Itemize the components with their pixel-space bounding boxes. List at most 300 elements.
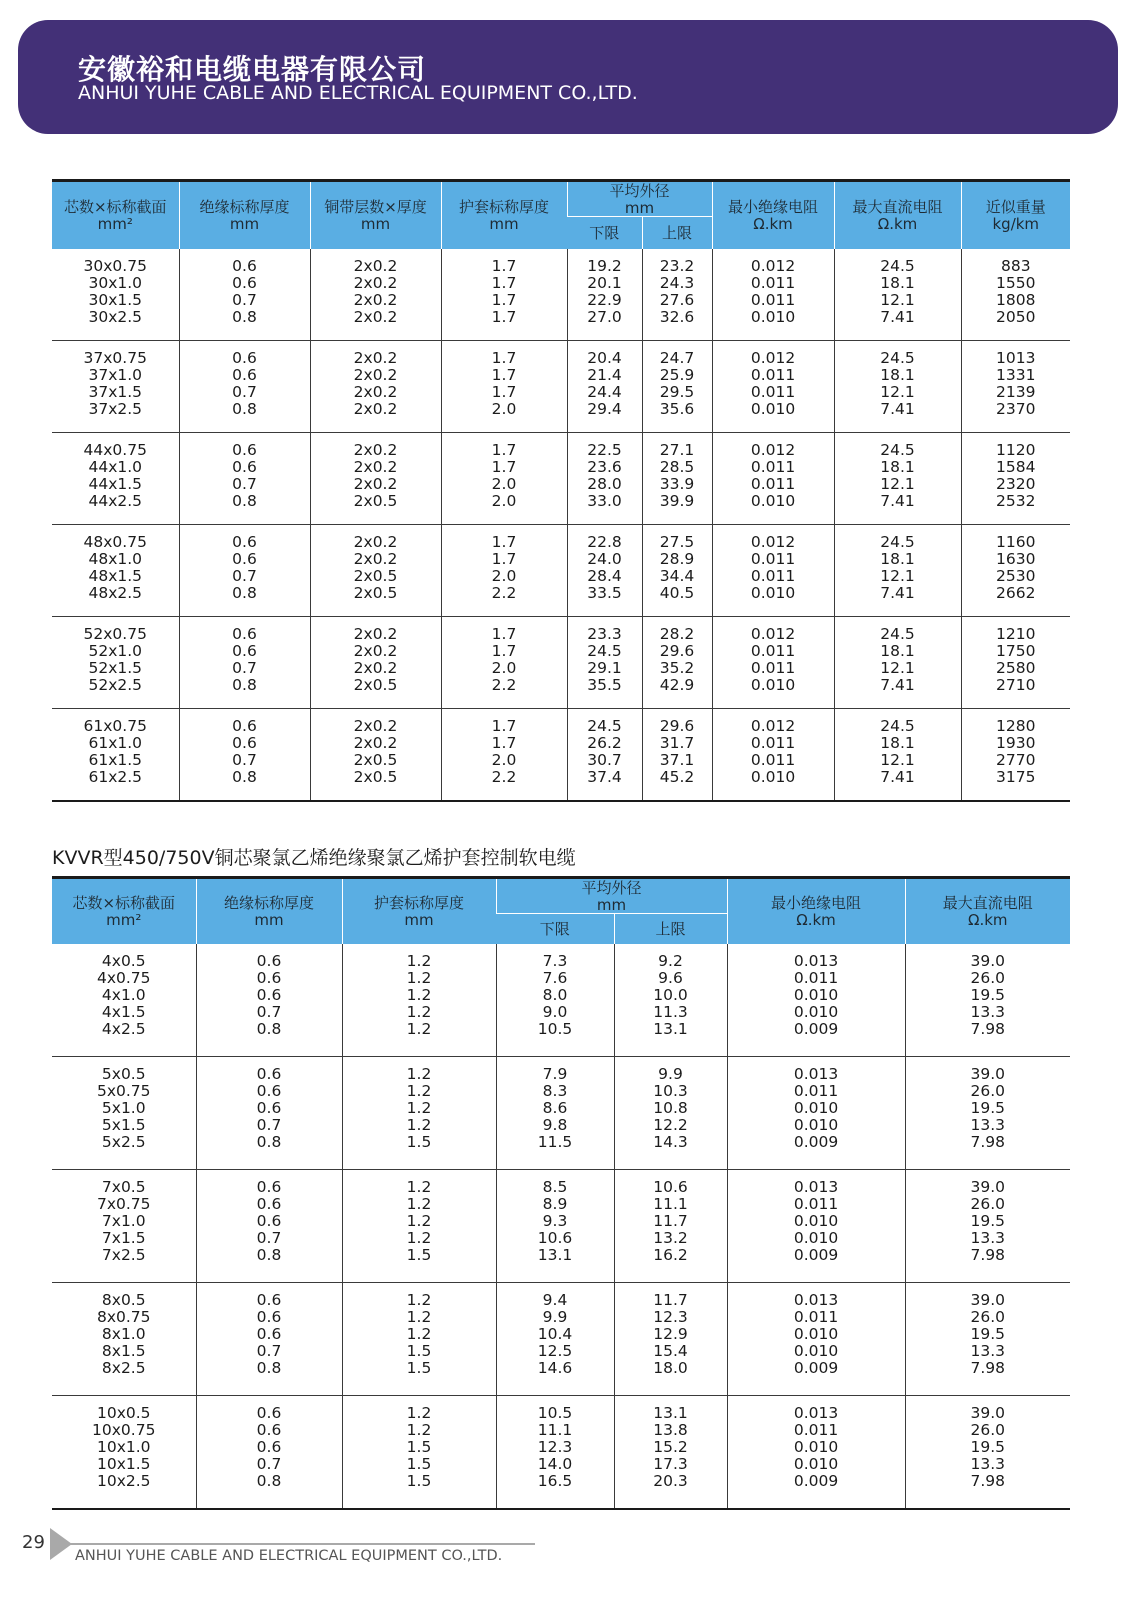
- table-cell: [310, 525, 441, 617]
- cell-value: 0.010: [750, 676, 796, 694]
- cell-value: 26.0: [970, 968, 1006, 987]
- header-upper-limit: 上限: [614, 914, 727, 944]
- cell-value: 1550: [996, 273, 1036, 292]
- cell-value: 30x0.75: [83, 256, 147, 275]
- cell-value: 0.6: [256, 951, 282, 970]
- cell-value: 31.7: [659, 734, 695, 752]
- cell-value: 7.98: [970, 1133, 1006, 1151]
- footer-arrow-icon: [50, 1528, 72, 1560]
- cell-value: 19.2: [587, 256, 622, 275]
- cell-value: 52x1.0: [88, 642, 143, 660]
- cell-value: 5x2.5: [101, 1133, 146, 1151]
- cell-value: 10.0: [653, 985, 688, 1004]
- header-upper-limit: 上限: [642, 217, 712, 249]
- cell-value: 44x1.0: [88, 458, 143, 476]
- table-cell: [727, 1057, 905, 1170]
- cell-value: 37x1.0: [88, 366, 143, 384]
- cell-value: 30.7: [587, 751, 622, 769]
- cell-value: 0.8: [256, 1133, 282, 1151]
- header-cores-section: 芯数×标称截面 mm²: [52, 181, 179, 249]
- cell-value: 0.011: [750, 273, 796, 292]
- cell-value: 32.6: [659, 307, 695, 326]
- cell-value: 8.0: [542, 985, 568, 1004]
- cell-value: 24.5: [587, 642, 622, 660]
- cell-value: 45.2: [659, 768, 695, 786]
- cell-value: 2x0.2: [353, 717, 398, 735]
- cell-value: 24.7: [659, 349, 695, 367]
- cell-value: 0.011: [750, 458, 796, 476]
- cell-value: 20.3: [653, 1472, 688, 1490]
- cell-value: 0.012: [750, 533, 796, 551]
- cell-value: 1.7: [491, 256, 517, 275]
- cell-value: 1013: [996, 349, 1036, 367]
- cell-value: 14.0: [537, 1455, 573, 1473]
- cell-value: 3175: [996, 768, 1036, 786]
- cell-value: 18.1: [880, 642, 915, 660]
- table-cell: [642, 341, 712, 433]
- cell-value: 0.011: [750, 550, 796, 568]
- cell-value: 33.5: [587, 584, 622, 602]
- cell-value: 61x0.75: [83, 717, 147, 735]
- table-cell: [52, 433, 179, 525]
- cell-value: 27.0: [587, 307, 622, 326]
- cell-value: 44x2.5: [88, 492, 143, 510]
- cell-value: 52x2.5: [88, 676, 143, 694]
- cell-value: 1.7: [491, 307, 517, 326]
- cell-value: 7x1.0: [101, 1212, 146, 1230]
- cell-value: 1.5: [406, 1455, 432, 1473]
- cell-value: 10.6: [653, 1178, 688, 1196]
- table-cell: [834, 525, 961, 617]
- table-cell: [342, 1170, 496, 1283]
- table-cell: [52, 249, 179, 341]
- cell-value: 26.0: [970, 1195, 1006, 1213]
- cell-value: 0.7: [232, 290, 257, 309]
- table-cell: [712, 525, 834, 617]
- cell-value: 4x0.75: [96, 968, 151, 987]
- cell-value: 19.5: [970, 1099, 1006, 1117]
- cell-value: 0.010: [793, 1229, 839, 1247]
- cell-value: 5x0.75: [96, 1082, 151, 1100]
- cell-value: 13.3: [970, 1002, 1006, 1021]
- cell-value: 7.41: [880, 768, 915, 786]
- header-lower-limit: 下限: [496, 914, 614, 944]
- table-cell: [642, 525, 712, 617]
- cell-value: 0.011: [750, 366, 796, 384]
- table-cell: [196, 1170, 342, 1283]
- table-cell: [310, 617, 441, 709]
- table-cell: [614, 1057, 727, 1170]
- cell-value: 9.3: [542, 1212, 568, 1230]
- cell-value: 7.41: [880, 584, 915, 602]
- cell-value: 1584: [996, 458, 1036, 476]
- table-cell: [961, 709, 1070, 801]
- table-cell: [342, 1057, 496, 1170]
- cell-value: 8x1.0: [101, 1325, 146, 1343]
- cell-value: 13.3: [970, 1116, 1006, 1134]
- cell-value: 0.6: [232, 550, 257, 568]
- cell-value: 10x0.75: [92, 1421, 156, 1439]
- table-cell: [196, 1057, 342, 1170]
- cell-value: 0.6: [256, 1082, 282, 1100]
- cell-value: 7.41: [880, 492, 915, 510]
- cell-value: 2.0: [491, 751, 517, 769]
- cell-value: 1.2: [406, 1421, 432, 1439]
- cell-value: 23.2: [659, 256, 695, 275]
- cell-value: 22.5: [587, 441, 622, 459]
- cell-value: 0.010: [793, 985, 839, 1004]
- cell-value: 5x1.0: [101, 1099, 146, 1117]
- table-cell: [342, 944, 496, 1057]
- cell-value: 0.011: [793, 1195, 839, 1213]
- cell-value: 0.012: [750, 256, 796, 275]
- cell-value: 9.8: [542, 1116, 568, 1134]
- cell-value: 0.7: [256, 1342, 282, 1360]
- cell-value: 1808: [996, 290, 1036, 309]
- cell-value: 2320: [996, 475, 1036, 493]
- cell-value: 1.7: [491, 642, 517, 660]
- table-cell: [179, 525, 310, 617]
- cell-value: 39.0: [970, 1291, 1006, 1309]
- table-cell: [961, 433, 1070, 525]
- cell-value: 1.7: [491, 349, 517, 367]
- table-cell: [179, 617, 310, 709]
- cell-value: 0.011: [750, 751, 796, 769]
- cell-value: 0.7: [232, 751, 257, 769]
- company-name-en: ANHUI YUHE CABLE AND ELECTRICAL EQUIPMENT CO.,LTD.: [78, 82, 638, 104]
- cell-value: 2x0.2: [353, 383, 398, 401]
- cell-value: 0.010: [750, 768, 796, 786]
- cell-value: 40.5: [659, 584, 695, 602]
- cell-value: 0.7: [256, 1002, 282, 1021]
- cell-value: 2370: [996, 400, 1036, 418]
- cell-value: 10.5: [537, 1404, 573, 1422]
- cell-value: 2x0.2: [353, 349, 398, 367]
- cell-value: 0.012: [750, 441, 796, 459]
- cell-value: 0.6: [232, 625, 257, 643]
- table-cell: [496, 944, 614, 1057]
- cell-value: 26.2: [587, 734, 622, 752]
- cell-value: 1.7: [491, 717, 517, 735]
- cell-value: 48x2.5: [88, 584, 143, 602]
- cell-value: 2710: [996, 676, 1036, 694]
- cell-value: 1.2: [406, 1229, 432, 1247]
- cell-value: 7.41: [880, 307, 915, 326]
- cell-value: 0.6: [256, 1291, 282, 1309]
- cell-value: 0.6: [256, 968, 282, 987]
- table-cell: [52, 525, 179, 617]
- table-cell: [961, 617, 1070, 709]
- cell-value: 0.8: [256, 1246, 282, 1264]
- table-cell: [496, 1396, 614, 1509]
- header-approx-weight: 近似重量 kg/km: [961, 181, 1070, 249]
- cell-value: 30x1.0: [88, 273, 143, 292]
- cell-value: 10.8: [653, 1099, 688, 1117]
- cell-value: 2x0.2: [353, 441, 398, 459]
- cell-value: 1.7: [491, 625, 517, 643]
- cell-value: 0.010: [793, 1342, 839, 1360]
- cell-value: 12.3: [537, 1438, 573, 1456]
- cell-value: 18.0: [653, 1359, 688, 1377]
- table-cell: [441, 249, 567, 341]
- cell-value: 0.7: [232, 659, 257, 677]
- cell-value: 26.0: [970, 1308, 1006, 1326]
- cell-value: 0.010: [750, 400, 796, 418]
- cell-value: 2139: [996, 383, 1036, 401]
- cell-value: 23.6: [587, 458, 622, 476]
- cell-value: 24.5: [880, 349, 915, 367]
- cell-value: 1.5: [406, 1359, 432, 1377]
- cell-value: 0.009: [793, 1133, 839, 1151]
- cell-value: 1.7: [491, 290, 517, 309]
- cell-value: 1.7: [491, 366, 517, 384]
- cell-value: 0.6: [256, 1099, 282, 1117]
- cell-value: 0.8: [232, 676, 257, 694]
- cell-value: 10x0.5: [96, 1404, 151, 1422]
- cell-value: 4x1.0: [101, 985, 146, 1004]
- table-row: [52, 249, 1070, 341]
- cell-value: 2x0.5: [353, 768, 398, 786]
- cell-value: 12.3: [653, 1308, 688, 1326]
- cell-value: 8x2.5: [101, 1359, 146, 1377]
- cell-value: 30x2.5: [88, 307, 143, 326]
- cell-value: 5x0.5: [101, 1065, 146, 1083]
- cell-value: 9.4: [542, 1291, 568, 1309]
- cell-value: 0.6: [256, 1065, 282, 1083]
- table-cell: [727, 1170, 905, 1283]
- cell-value: 5x1.5: [101, 1116, 146, 1134]
- header-min-insulation-resistance: 最小绝缘电阻 Ω.km: [712, 181, 834, 249]
- table-cell: [52, 944, 196, 1057]
- cell-value: 11.3: [653, 1002, 688, 1021]
- cell-value: 0.010: [793, 1116, 839, 1134]
- cell-value: 2.0: [491, 659, 517, 677]
- cell-value: 2x0.2: [353, 400, 398, 418]
- cell-value: 0.011: [793, 968, 839, 987]
- table-row: [52, 341, 1070, 433]
- footer-divider: [70, 1543, 535, 1545]
- cell-value: 8.9: [542, 1195, 568, 1213]
- cell-value: 2.0: [491, 475, 517, 493]
- cell-value: 24.5: [880, 533, 915, 551]
- cell-value: 13.1: [653, 1404, 688, 1422]
- cell-value: 13.1: [537, 1246, 573, 1264]
- page-header-banner: [18, 20, 1118, 134]
- table-cell: [52, 709, 179, 801]
- cell-value: 1.7: [491, 734, 517, 752]
- table-cell: [567, 617, 642, 709]
- table-cell: [905, 1396, 1070, 1509]
- cell-value: 26.0: [970, 1421, 1006, 1439]
- table-cell: [961, 525, 1070, 617]
- cell-value: 12.1: [880, 383, 915, 401]
- cell-value: 2.0: [491, 400, 517, 418]
- cell-value: 28.9: [659, 550, 695, 568]
- cell-value: 1.2: [406, 1116, 432, 1134]
- cell-value: 4x2.5: [101, 1019, 146, 1038]
- cell-value: 11.7: [653, 1212, 688, 1230]
- cell-value: 0.010: [793, 1002, 839, 1021]
- table-cell: [961, 249, 1070, 341]
- cell-value: 2x0.5: [353, 751, 398, 769]
- header-average-diameter: 平均外径 mm: [567, 181, 712, 217]
- cell-value: 39.0: [970, 1065, 1006, 1083]
- cell-value: 0.011: [793, 1308, 839, 1326]
- cell-value: 2x0.2: [353, 625, 398, 643]
- cell-value: 2x0.5: [353, 567, 398, 585]
- cell-value: 15.4: [653, 1342, 688, 1360]
- table-cell: [179, 341, 310, 433]
- cell-value: 1.2: [406, 1195, 432, 1213]
- cell-value: 1210: [996, 625, 1036, 643]
- cell-value: 33.9: [659, 475, 695, 493]
- table-cell: [196, 1396, 342, 1509]
- cell-value: 52x1.5: [88, 659, 143, 677]
- cell-value: 13.1: [653, 1019, 688, 1038]
- cell-value: 13.3: [970, 1229, 1006, 1247]
- table-cell: [310, 249, 441, 341]
- table-cell: [52, 1283, 196, 1396]
- table-cell: [834, 341, 961, 433]
- cell-value: 1331: [996, 366, 1036, 384]
- cell-value: 1.2: [406, 1178, 432, 1196]
- cell-value: 13.8: [653, 1421, 688, 1439]
- cell-value: 0.8: [232, 400, 257, 418]
- cell-value: 30x1.5: [88, 290, 143, 309]
- cell-value: 0.009: [793, 1019, 839, 1038]
- cell-value: 29.1: [587, 659, 622, 677]
- cell-value: 12.1: [880, 751, 915, 769]
- header-insulation-thickness: 绝缘标称厚度 mm: [179, 181, 310, 249]
- table-cell: [179, 709, 310, 801]
- cell-value: 10.6: [537, 1229, 573, 1247]
- cell-value: 11.7: [653, 1291, 688, 1309]
- cell-value: 27.5: [659, 533, 695, 551]
- cell-value: 2770: [996, 751, 1036, 769]
- cell-value: 12.1: [880, 659, 915, 677]
- cell-value: 28.0: [587, 475, 622, 493]
- cell-value: 9.0: [542, 1002, 568, 1021]
- cell-value: 1.2: [406, 1291, 432, 1309]
- cell-value: 29.6: [659, 642, 695, 660]
- table-cell: [727, 1396, 905, 1509]
- cell-value: 1930: [996, 734, 1036, 752]
- cell-value: 1.2: [406, 1065, 432, 1083]
- table-row: [52, 525, 1070, 617]
- cell-value: 7.3: [542, 951, 568, 970]
- cell-value: 28.2: [659, 625, 695, 643]
- cell-value: 0.010: [793, 1325, 839, 1343]
- table-row: [52, 1396, 1070, 1509]
- cell-value: 11.1: [653, 1195, 688, 1213]
- cell-value: 2532: [996, 492, 1036, 510]
- table-row: [52, 1170, 1070, 1283]
- cell-value: 19.5: [970, 1325, 1006, 1343]
- cell-value: 24.5: [880, 625, 915, 643]
- cell-value: 7x0.75: [96, 1195, 151, 1213]
- cell-value: 0.6: [232, 441, 257, 459]
- cell-value: 28.4: [587, 567, 622, 585]
- table-row: [52, 433, 1070, 525]
- cell-value: 18.1: [880, 273, 915, 292]
- spec-table-1: [52, 179, 1070, 802]
- cell-value: 11.5: [537, 1133, 573, 1151]
- cell-value: 0.6: [256, 1438, 282, 1456]
- cell-value: 13.3: [970, 1342, 1006, 1360]
- cell-value: 0.011: [750, 290, 796, 309]
- cell-value: 1120: [996, 441, 1036, 459]
- cell-value: 0.6: [232, 533, 257, 551]
- cell-value: 19.5: [970, 985, 1006, 1004]
- cell-value: 2x0.2: [353, 256, 398, 275]
- cell-value: 19.5: [970, 1438, 1006, 1456]
- table-cell: [441, 709, 567, 801]
- header-sheath-thickness: 护套标称厚度 mm: [441, 181, 567, 249]
- cell-value: 44x1.5: [88, 475, 143, 493]
- section-title-kvvr: KVVR型450/750V铜芯聚氯乙烯绝缘聚氯乙烯护套控制软电缆: [52, 847, 576, 869]
- cell-value: 10x1.5: [96, 1455, 151, 1473]
- table-cell: [310, 709, 441, 801]
- cell-value: 8x1.5: [101, 1342, 146, 1360]
- cell-value: 17.3: [653, 1455, 688, 1473]
- table-cell: [727, 944, 905, 1057]
- cell-value: 11.1: [537, 1421, 573, 1439]
- table-cell: [52, 1396, 196, 1509]
- table-cell: [52, 341, 179, 433]
- cell-value: 1.7: [491, 383, 517, 401]
- table-cell: [642, 433, 712, 525]
- table-cell: [905, 1057, 1070, 1170]
- cell-value: 34.4: [659, 567, 695, 585]
- table-cell: [196, 944, 342, 1057]
- cell-value: 1.5: [406, 1342, 432, 1360]
- table-cell: [567, 525, 642, 617]
- cell-value: 0.8: [232, 768, 257, 786]
- cell-value: 7.98: [970, 1246, 1006, 1264]
- cell-value: 24.5: [880, 256, 915, 275]
- cell-value: 0.6: [256, 1212, 282, 1230]
- cell-value: 16.5: [537, 1472, 573, 1490]
- cell-value: 2x0.2: [353, 550, 398, 568]
- cell-value: 1.7: [491, 550, 517, 568]
- cell-value: 0.011: [750, 383, 796, 401]
- cell-value: 24.5: [880, 441, 915, 459]
- cell-value: 0.013: [793, 1065, 839, 1083]
- cell-value: 0.010: [750, 492, 796, 510]
- cell-value: 2.0: [491, 567, 517, 585]
- cell-value: 0.010: [750, 584, 796, 602]
- cell-value: 1.2: [406, 985, 432, 1004]
- cell-value: 0.012: [750, 625, 796, 643]
- cell-value: 2x0.5: [353, 584, 398, 602]
- table-cell: [496, 1170, 614, 1283]
- table-cell: [567, 433, 642, 525]
- cell-value: 0.8: [232, 584, 257, 602]
- table-cell: [712, 249, 834, 341]
- cell-value: 7x2.5: [101, 1246, 146, 1264]
- cell-value: 0.010: [793, 1212, 839, 1230]
- cell-value: 0.013: [793, 951, 839, 970]
- cell-value: 1.2: [406, 1099, 432, 1117]
- cell-value: 4x0.5: [101, 951, 146, 970]
- table-cell: [642, 617, 712, 709]
- header-sheath-thickness: 护套标称厚度 mm: [342, 878, 496, 944]
- cell-value: 33.0: [587, 492, 622, 510]
- cell-value: 42.9: [659, 676, 695, 694]
- table-cell: [342, 1396, 496, 1509]
- table-cell: [567, 249, 642, 341]
- cell-value: 37.4: [587, 768, 622, 786]
